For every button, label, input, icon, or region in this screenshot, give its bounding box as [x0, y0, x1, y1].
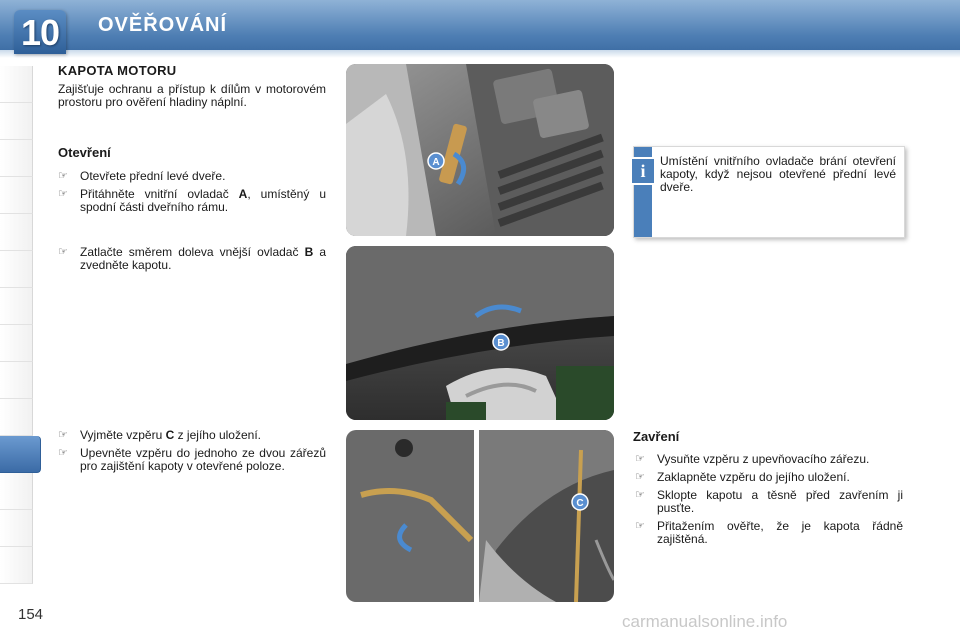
- photo-prop-rod: [346, 430, 614, 602]
- side-tab[interactable]: [0, 288, 33, 325]
- step-text-post: z jejího uložení.: [174, 428, 261, 442]
- closing-heading: Zavření: [633, 429, 680, 444]
- side-tab[interactable]: [0, 325, 33, 362]
- info-text: Umístění vnitřního ovladače brání otevření kapoty, když nejsou otevřené přední levé dveře.: [660, 154, 896, 194]
- pointing-hand-icon: ☞: [58, 170, 68, 182]
- chapter-tab-rail: [0, 66, 34, 576]
- step-text-pre: Přitáhněte vnitřní ovladač: [80, 187, 239, 201]
- opening-steps-a: [58, 170, 326, 219]
- pointing-hand-icon: ☞: [58, 447, 68, 459]
- side-tab[interactable]: [0, 362, 33, 399]
- side-tab[interactable]: [0, 510, 33, 547]
- step-text-post: , umístěný u spodní části dveřního rámu.: [80, 187, 326, 214]
- list-item: [635, 453, 903, 466]
- control-label-b: B: [304, 245, 314, 259]
- side-tab[interactable]: [0, 473, 33, 510]
- list-item: [58, 429, 326, 442]
- pointing-hand-icon: ☞: [635, 520, 645, 532]
- label-a: A: [432, 157, 440, 168]
- info-icon: i: [630, 157, 656, 185]
- step-text-pre: Vyjměte vzpěru: [80, 428, 166, 442]
- opening-steps-c: [58, 429, 326, 478]
- photo-exterior-release: [346, 246, 614, 420]
- side-tab[interactable]: [0, 177, 33, 214]
- opening-heading: Otevření: [58, 145, 111, 160]
- watermark: carmanualsonline.info: [622, 612, 788, 631]
- side-tab[interactable]: [0, 214, 33, 251]
- list-item: [58, 246, 326, 272]
- page-title: OVĚŘOVÁNÍ: [98, 14, 228, 36]
- step-text-post: a zvedněte kapotu.: [80, 245, 326, 272]
- page-number: 154: [18, 606, 44, 623]
- list-item: [635, 520, 903, 546]
- control-label-c: C: [165, 428, 175, 442]
- step-text: Sklopte kapotu a těsně před zavřením ji pusťte.: [657, 488, 903, 515]
- section-intro: Zajišťuje ochranu a přístup k dílům v motorovém prostoru pro ověření hladiny náplní.: [58, 82, 326, 109]
- list-item: [635, 471, 903, 484]
- label-c: C: [576, 498, 584, 509]
- step-text: Zaklapněte vzpěru do jejího uložení.: [657, 470, 850, 484]
- step-text: Vysuňte vzpěru z upevňovacího zářezu.: [657, 452, 870, 466]
- pointing-hand-icon: ☞: [635, 471, 645, 483]
- info-box: [633, 146, 905, 238]
- list-item: [635, 489, 903, 515]
- photo-interior-lever: [346, 64, 614, 236]
- pointing-hand-icon: ☞: [635, 453, 645, 465]
- label-b: B: [497, 338, 505, 349]
- side-tab[interactable]: [0, 66, 33, 103]
- header-fade: [0, 50, 960, 58]
- section-heading: KAPOTA MOTORU: [58, 63, 177, 78]
- step-text: Otevřete přední levé dveře.: [80, 169, 226, 183]
- pointing-hand-icon: ☞: [58, 246, 68, 258]
- pointing-hand-icon: ☞: [58, 188, 68, 200]
- step-text-pre: Zatlačte směrem doleva vnější ovladač: [80, 245, 305, 259]
- pointing-hand-icon: ☞: [635, 489, 645, 501]
- side-tab[interactable]: [0, 140, 33, 177]
- list-item: [58, 170, 326, 183]
- side-tab-active[interactable]: [0, 436, 41, 473]
- side-tab[interactable]: [0, 399, 33, 436]
- closing-steps: [635, 453, 903, 551]
- chapter-number: 10: [20, 12, 60, 53]
- side-tab[interactable]: [0, 251, 33, 288]
- side-tab[interactable]: [0, 103, 33, 140]
- step-text: Přitažením ověřte, že je kapota řádně zajištěná.: [657, 519, 903, 546]
- list-item: [58, 188, 326, 214]
- opening-steps-b: [58, 246, 326, 277]
- side-tab[interactable]: [0, 547, 33, 584]
- list-item: [58, 447, 326, 473]
- control-label-a: A: [238, 187, 248, 201]
- step-text: Upevněte vzpěru do jednoho ze dvou zářezů pro zajištění kapoty v otevřené poloze.: [80, 446, 326, 473]
- pointing-hand-icon: ☞: [58, 429, 68, 441]
